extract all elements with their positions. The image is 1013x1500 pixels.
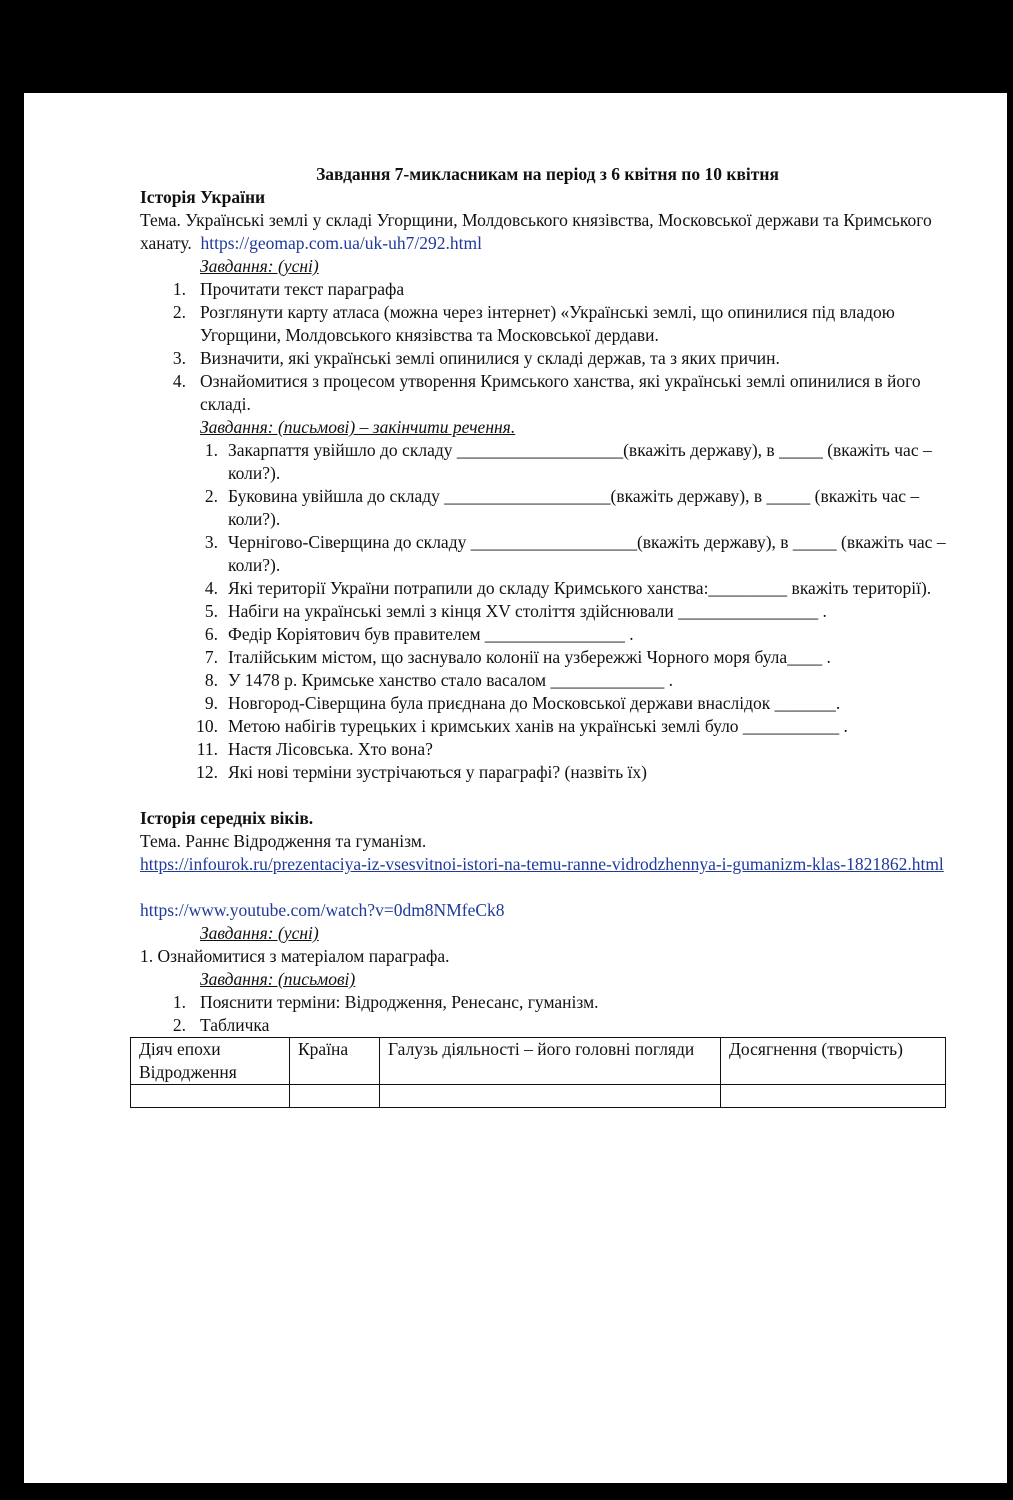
youtube-link[interactable]: https://www.youtube.com/watch?v=0dm8NMfeCk8 (140, 900, 505, 920)
ukraine-oral-label: Завдання: (усні) (200, 256, 319, 276)
list-item: 2. Буковина увійшла до складу ___________________(вкажіть державу), в _____ (вкажіть час – коли?). (204, 486, 920, 529)
ukraine-written-list (196, 439, 955, 784)
list-item: 8. У 1478 р. Кримське ханство стало васалом _____________ . (204, 670, 674, 690)
list-item: 9. Новгород-Сіверщина була приєднана до Московської держави внаслідок _______. (204, 693, 841, 713)
list-item: 4. Ознайомитися з процесом утворення Кримського ханства, які українські землі опинилися в його складі. (172, 371, 921, 414)
list-item: 1. Закарпаття увійшло до складу ___________________(вкажіть державу), в _____ (вкажіть час – коли?). (204, 440, 932, 483)
middle-ages-oral-label: Завдання: (усні) (200, 923, 319, 943)
middle-ages-written-list (172, 991, 955, 1037)
list-item: 1. Прочитати текст параграфа (172, 279, 405, 299)
middle-ages-topic: Тема. Раннє Відродження та гуманізм. (140, 831, 427, 851)
list-item: 4. Які території України потрапили до складу Кримського ханства:_________ вкажіть території). (204, 578, 932, 598)
list-item: 3. Визначити, які українські землі опинилися у складі держав, та з яких причин. (172, 348, 780, 368)
table-header-cell: Галузь діяльності – його головні погляди (380, 1038, 721, 1085)
renaissance-table (130, 1037, 946, 1108)
ukraine-topic-text: Тема. Українські землі у складі Угорщини, Молдовського князівства, Московської держави та Кримського ханату. (140, 210, 932, 253)
section-title-middle-ages: Історія середніх віків. (140, 808, 314, 828)
list-item: 5. Набіги на українські землі з кінця XV століття здійснювали ________________ . (204, 601, 827, 621)
list-item: 12. Які нові терміни зустрічаються у параграфі? (назвіть їх) (196, 762, 647, 782)
ukraine-topic (140, 209, 955, 255)
infourok-link[interactable]: https://infourok.ru/prezentaciya-iz-vsesvitnoi-istori-na-temu-ranne-vidrodzhennya-i-gumanizm-klas-1821862.html (140, 854, 944, 874)
document-content (140, 163, 955, 1108)
table-header-cell: Діяч епохи Відродження (131, 1038, 290, 1085)
list-item: 3. Чернігово-Сіверщина до складу ___________________(вкажіть державу), в _____ (вкажіть час – коли?). (204, 532, 946, 575)
middle-ages-written-label: Завдання: (письмові) (200, 969, 356, 989)
document-title: Завдання 7-микласникам на період з 6 квітня по 10 квітня (316, 164, 779, 184)
document-page (24, 93, 1007, 1483)
table-cell[interactable] (380, 1085, 721, 1108)
middle-ages-oral-task: 1. Ознайомитися з матеріалом параграфа. (140, 946, 450, 966)
table-header-row (131, 1038, 946, 1085)
table-cell[interactable] (131, 1085, 290, 1108)
table-cell[interactable] (290, 1085, 380, 1108)
list-item: 2. Розглянути карту атласа (можна через інтернет) «Українські землі, що опинилися під владою Угорщини, Молдовського князівства та Московської дердави. (172, 302, 895, 345)
list-item: 2. Табличка (172, 1015, 270, 1035)
list-item: 10. Метою набігів турецьких і кримських ханів на українські землі було ___________ . (196, 716, 848, 736)
table-header-cell: Досягнення (творчість) (721, 1038, 946, 1085)
ukraine-oral-list (172, 278, 955, 416)
table-header-cell: Країна (290, 1038, 380, 1085)
table-row (131, 1085, 946, 1108)
list-item: 11. Настя Лісовська. Хто вона? (196, 739, 433, 759)
table-cell[interactable] (721, 1085, 946, 1108)
list-item: 6. Федір Коріятович був правителем ________________ . (204, 624, 634, 644)
list-item: 7. Італійським містом, що заснувало колонії на узбережжі Чорного моря була____ . (204, 647, 831, 667)
geomap-link[interactable]: https://geomap.com.ua/uk-uh7/292.html (200, 233, 482, 253)
list-item: 1. Пояснити терміни: Відродження, Ренесанс, гуманізм. (172, 992, 599, 1012)
ukraine-written-label: Завдання: (письмові) – закінчити речення. (200, 417, 516, 437)
section-title-ukraine: Історія України (140, 187, 266, 207)
